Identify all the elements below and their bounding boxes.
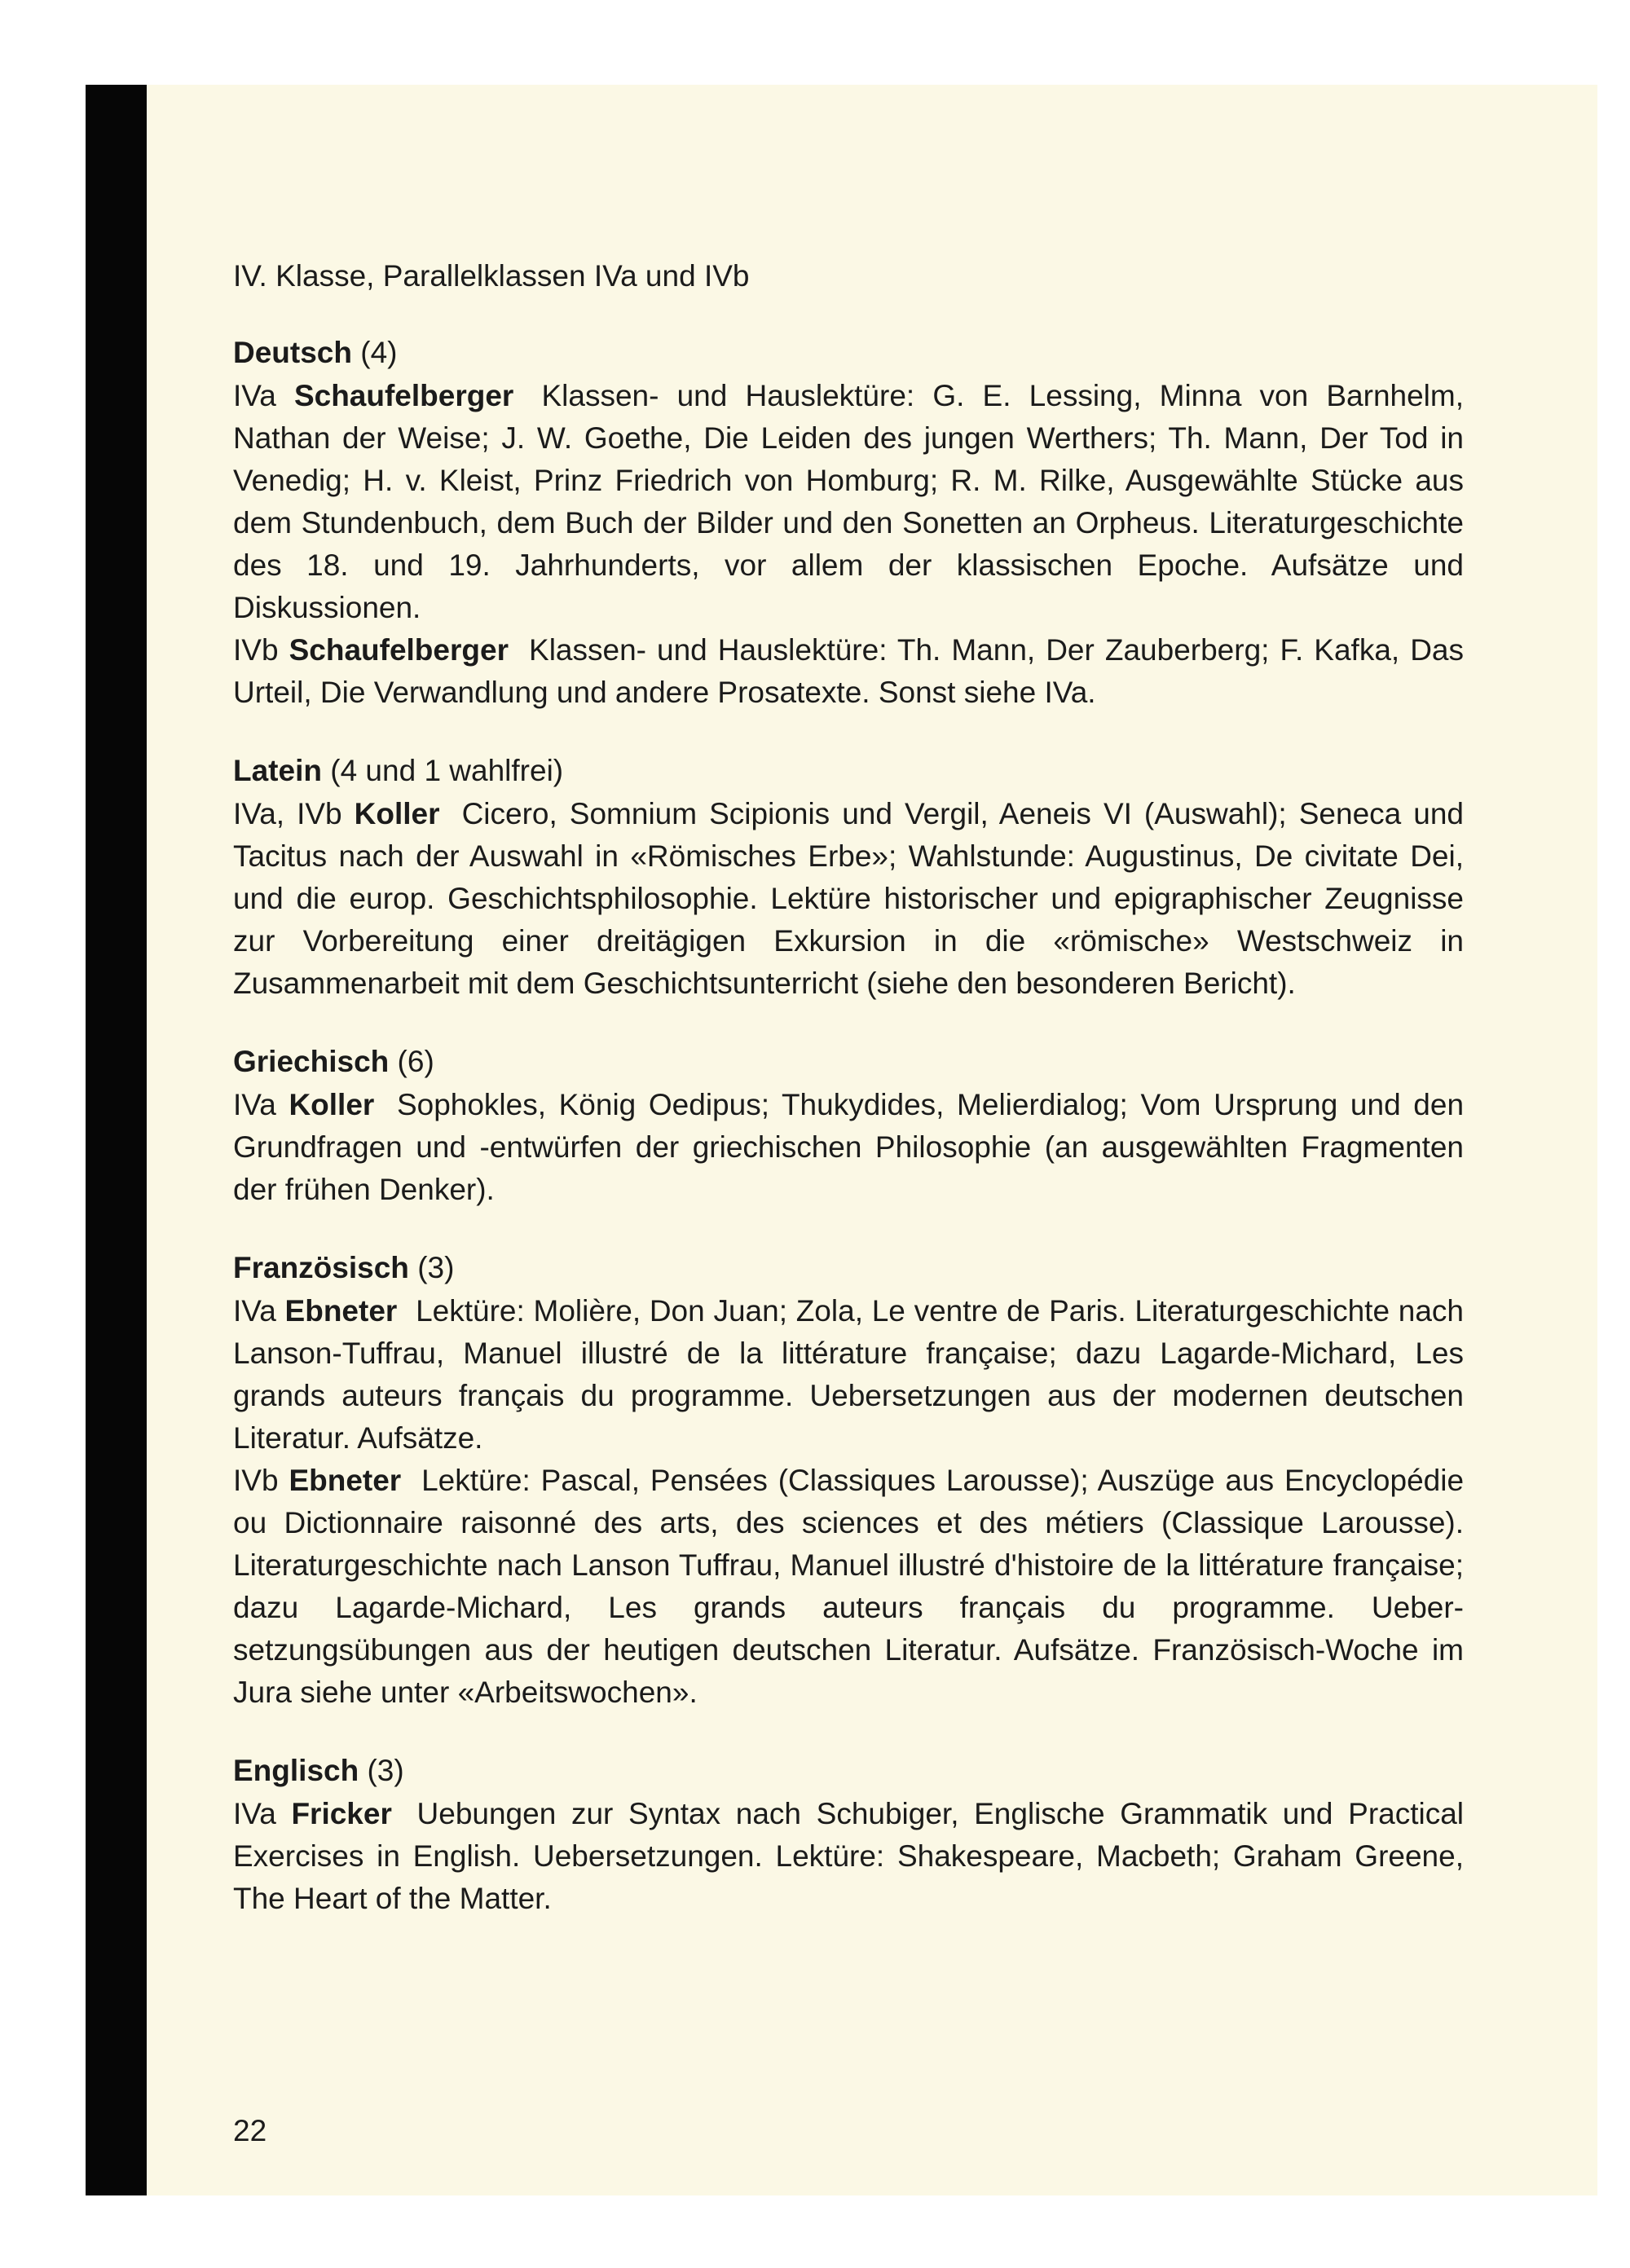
subject-heading bbox=[233, 332, 1464, 373]
class-label: IVb bbox=[233, 633, 279, 667]
course-text: Cicero, Somnium Scipionis und Vergil, Aeneis VI (Auswahl); Seneca und Tacitus nach der Auswahl in «Römisches Erbe»; Wahlstunde: Augustinus, De civitate Dei, und die europ. Geschichtsphilosophie. Lektüre historischer und epigraphischer Zeugnisse zur Vorbereitung einer dreitägigen Exkursion in die «römische» Westschweiz in Zusammenarbeit mit dem Geschichtsunterricht (siehe den besonderen Bericht). bbox=[233, 797, 1464, 1000]
subject-name: Latein bbox=[233, 754, 322, 787]
teacher-name: Schaufelberger bbox=[289, 633, 509, 667]
course-entry bbox=[233, 1793, 1464, 1920]
page-content bbox=[233, 256, 1464, 1957]
document-page bbox=[147, 85, 1597, 2195]
course-entry bbox=[233, 1290, 1464, 1460]
subject-name: Französisch bbox=[233, 1251, 409, 1284]
subject-heading bbox=[233, 1751, 1464, 1791]
section-deutsch bbox=[233, 332, 1464, 714]
class-label: IVa, IVb bbox=[233, 797, 342, 830]
course-text: Klassen- und Hauslektüre: G. E. Lessing, Minna von Barnhelm, Nathan der Weise; J. W. Goethe, Die Leiden des jungen Werthers; Th. Mann, Der Tod in Venedig; H. v. Kleist, Prinz Friedrich von Homburg; R. M. Rilke, Ausgewählte Stücke aus dem Stundenbuch, dem Buch der Bilder und den Sonetten an Orpheus. Literaturgeschichte des 18. und 19. Jahrhunderts, vor allem der klassischen Epoche. Aufsätze und Diskussionen. bbox=[233, 379, 1464, 624]
course-text: Lektüre: Pascal, Pensées (Classiques Larousse); Auszüge aus Encyclopédie ou Dictionnaire raisonné des arts, des sciences et des métiers (Classique Larousse). Literaturgeschichte nach Lanson Tuffrau, Manuel illustré d'histoire de la littérature française; dazu Lagarde-Michard, Les grands auteurs français du programme. Uebersetzungsübungen aus der heutigen deutschen Literatur. Aufsätze. Französisch-Woche im Jura siehe unter «Arbeitswochen». bbox=[233, 1464, 1465, 1709]
class-label: IVb bbox=[233, 1464, 279, 1497]
teacher-name: Koller bbox=[289, 1088, 375, 1121]
course-entry bbox=[233, 629, 1464, 714]
section-englisch bbox=[233, 1751, 1464, 1920]
subject-hours: (6) bbox=[397, 1045, 434, 1078]
page-number: 22 bbox=[233, 2114, 267, 2147]
class-label: IVa bbox=[233, 1797, 276, 1830]
course-text: Sophokles, König Oedipus; Thukydides, Melierdialog; Vom Ursprung und den Grundfragen und -entwürfen der griechischen Philosophie (an ausgewählten Fragmenten der frühen Denker). bbox=[233, 1088, 1465, 1206]
teacher-name: Schaufelberger bbox=[293, 379, 514, 412]
class-label: IVa bbox=[233, 1088, 276, 1121]
teacher-name: Ebneter bbox=[289, 1464, 402, 1497]
subject-heading bbox=[233, 751, 1464, 791]
subject-hours: (3) bbox=[367, 1754, 404, 1787]
course-text: Uebungen zur Syntax nach Schubiger, Englische Grammatik und Practical Exercises in English. Uebersetzungen. Lektüre: Shakespeare, Macbeth; Graham Greene, The Heart of the Matter. bbox=[233, 1797, 1465, 1915]
section-latein bbox=[233, 751, 1464, 1005]
class-label: IVa bbox=[233, 379, 276, 412]
subject-heading bbox=[233, 1042, 1464, 1082]
subject-name: Griechisch bbox=[233, 1045, 390, 1078]
teacher-name: Fricker bbox=[291, 1797, 392, 1830]
subject-hours: (4) bbox=[360, 336, 398, 369]
subject-name: Deutsch bbox=[233, 336, 352, 369]
class-label: IVa bbox=[233, 1294, 276, 1328]
course-entry bbox=[233, 793, 1464, 1005]
teacher-name: Ebneter bbox=[284, 1294, 398, 1328]
subject-name: Englisch bbox=[233, 1754, 359, 1787]
subject-hours: (4 und 1 wahlfrei) bbox=[330, 754, 564, 787]
teacher-name: Koller bbox=[354, 797, 440, 830]
course-entry bbox=[233, 1084, 1464, 1211]
course-text: Klassen- und Hauslektüre: Th. Mann, Der Zauberberg; F. Kafka, Das Urteil, Die Verwandlung und andere Prosatexte. Sonst siehe IVa. bbox=[233, 633, 1465, 709]
course-entry bbox=[233, 1460, 1464, 1714]
page-header: IV. Klasse, Parallelklassen IVa und IVb bbox=[233, 259, 750, 293]
subject-hours: (3) bbox=[417, 1251, 455, 1284]
course-text: Lektüre: Molière, Don Juan; Zola, Le ventre de Paris. Literaturgeschichte nach Lanson-Tuffrau, Manuel illustré de la littérature française; dazu Lagarde-Michard, Les grands auteurs français du programme. Uebersetzungen aus der modernen deutschen Literatur. Aufsätze. bbox=[233, 1294, 1465, 1455]
scan-border bbox=[86, 85, 1597, 2195]
course-entry bbox=[233, 375, 1464, 629]
section-franzoesisch bbox=[233, 1248, 1464, 1714]
section-griechisch bbox=[233, 1042, 1464, 1211]
subject-heading bbox=[233, 1248, 1464, 1288]
